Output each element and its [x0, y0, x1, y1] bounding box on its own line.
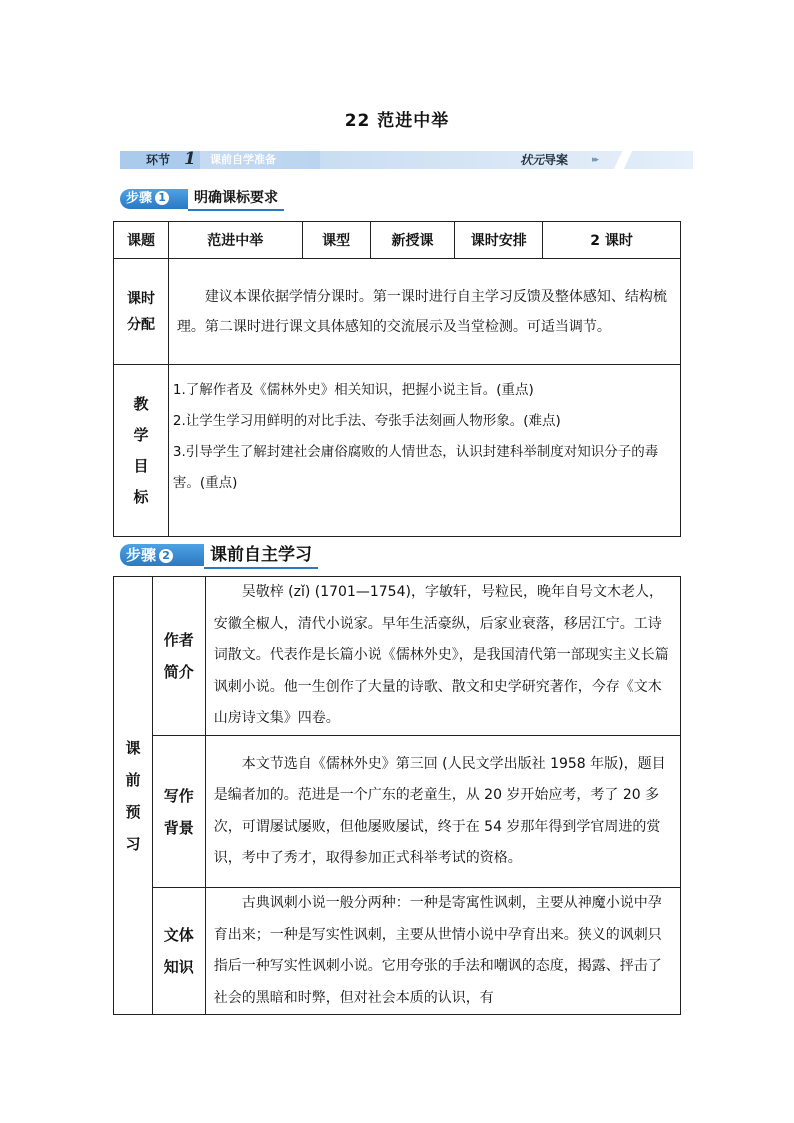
goal-item: 1.了解作者及《儒林外史》相关知识，把握小说主旨。(重点)	[172, 382, 534, 398]
genre-label-line1: 文体	[163, 926, 194, 944]
preview-label-char: 课	[125, 738, 141, 757]
genre-label-line2: 知识	[163, 958, 194, 976]
preview-label-char: 预	[125, 802, 141, 821]
step-2-number: 2	[159, 549, 173, 563]
banner-segment-name: 课前自学准备	[210, 153, 276, 166]
author-label-line1: 作者	[163, 631, 194, 649]
banner-brand-prefix: 状元	[520, 153, 545, 167]
goals-row	[114, 365, 681, 537]
author-row	[114, 577, 681, 736]
background-label	[152, 736, 205, 888]
step-2-label: 课前自主学习	[204, 544, 318, 569]
schedule-value: 2 课时	[543, 222, 681, 259]
step-1-pill-text: 步骤	[126, 191, 153, 206]
goals-label-char: 标	[133, 487, 149, 506]
preview-label-char: 前	[125, 770, 141, 789]
double-arrow-icon: ▸▸	[592, 155, 598, 165]
author-label-line2: 简介	[163, 663, 194, 681]
schedule-label: 课时安排	[455, 222, 543, 259]
type-value: 新授课	[370, 222, 455, 259]
goals-list	[168, 365, 680, 537]
goals-label-char: 目	[133, 456, 149, 475]
topic-label: 课题	[114, 222, 169, 259]
author-label	[152, 577, 205, 736]
allocation-text: 建议本课依据学情分课时。第一课时进行自主学习反馈及整体感知、结构梳理。第二课时进行课文具体感知的交流展示及当堂检测。可适当调节。	[168, 259, 680, 365]
banner-mid-block	[320, 151, 620, 169]
background-label-line1: 写作	[163, 786, 194, 805]
type-label: 课型	[302, 222, 370, 259]
goals-label	[114, 365, 169, 537]
step-2-heading	[120, 544, 360, 566]
allocation-label-line2: 分配	[126, 316, 155, 333]
genre-label	[152, 888, 205, 1015]
lesson-header-row	[114, 222, 681, 259]
background-text: 本文节选自《儒林外史》第三回 (人民文学出版社 1958 年版)，题目是编者加的。范进是一个广东的老童生，从 20 岁开始应考，考了 20 多次，可谓屡试屡败，但他屡败屡试，终于在 54 岁那年得到学官周进的赏识，考中了秀才，取得参加正式科举考试的资格。	[205, 736, 680, 888]
banner-segment-number: 1	[184, 149, 196, 169]
genre-text: 古典讽刺小说一般分两种：一种是寄寓性讽刺，主要从神魔小说中孕育出来；一种是写实性讽刺，主要从世情小说中孕育出来。狭义的讽刺只指后一种写实性讽刺小说。它用夸张的手法和嘲讽的态度，揭露、抨击了社会的黑暗和时弊，但对社会本质的认识，有	[205, 888, 680, 1015]
lesson-table	[113, 221, 681, 537]
preview-label-char: 习	[125, 834, 141, 853]
author-text: 吴敬梓 (zǐ) (1701—1754)，字敏轩，号粒民，晚年自号文木老人，安徽全椒人，清代小说家。早年生活豪纵，后家业衰落，移居江宁。工诗词散文。代表作是长篇小说《儒林外史》，是我国清代第一部现实主义长篇讽刺小说。他一生创作了大量的诗歌、散文和史学研究著作，今存《文木山房诗文集》四卷。	[205, 577, 680, 736]
step-2-pill	[120, 544, 204, 566]
topic-value: 范进中举	[168, 222, 302, 259]
background-label-line2: 背景	[163, 818, 194, 837]
section-banner	[120, 151, 693, 169]
banner-brand	[520, 152, 568, 168]
goals-label-char: 学	[133, 425, 149, 444]
background-row	[114, 736, 681, 888]
page-title: 22 范进中举	[344, 111, 450, 131]
goals-label-char: 教	[133, 394, 149, 413]
preview-label	[114, 577, 153, 1015]
genre-row	[114, 888, 681, 1015]
step-1-pill	[120, 189, 188, 209]
banner-segment-label: 环节	[146, 153, 171, 167]
allocation-row	[114, 259, 681, 365]
goal-item: 2.让学生学习用鲜明的对比手法、夸张手法刻画人物形象。(难点)	[172, 413, 561, 429]
step-2-pill-text: 步骤	[126, 546, 157, 564]
allocation-label-line1: 课时	[126, 290, 155, 307]
banner-brand-suffix: 导案	[544, 153, 569, 167]
step-1-heading	[120, 188, 310, 210]
preview-table	[113, 576, 681, 1015]
step-1-label: 明确课标要求	[188, 188, 284, 211]
step-1-number: 1	[155, 191, 169, 205]
allocation-label	[114, 259, 169, 365]
goal-item: 3.引导学生了解封建社会庸俗腐败的人情世态，认识封建科举制度对知识分子的毒害。(重点)	[172, 444, 659, 491]
